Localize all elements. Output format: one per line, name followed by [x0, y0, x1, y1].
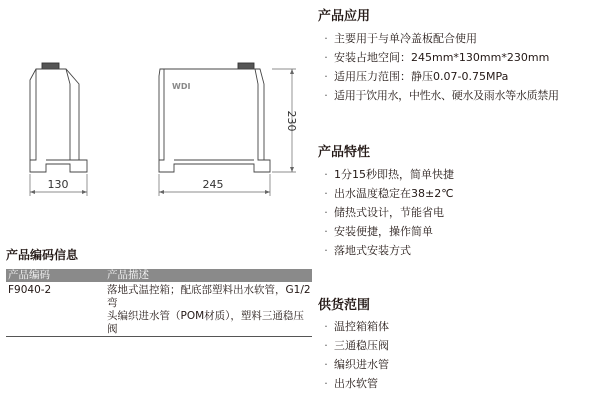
product-dimension-drawing [0, 0, 310, 215]
bullet-icon: · [324, 244, 328, 257]
application-section [318, 9, 559, 105]
product-description [107, 284, 312, 336]
list-item: · 出水软管 [318, 374, 389, 393]
bullet-icon: · [324, 51, 328, 64]
list-item: · 安装便捷，操作简单 [318, 222, 454, 241]
list-item: · 1分15秒即热，简单快捷 [318, 165, 454, 184]
dimension-side-width: 130 [47, 178, 69, 191]
bullet-icon: · [324, 377, 328, 390]
bullet-icon: · [324, 168, 328, 181]
bullet-icon: · [324, 225, 328, 238]
product-code-value: F9040-2 [8, 284, 52, 296]
list-item: · 三通稳压阀 [318, 336, 389, 355]
dimension-front-width: 245 [202, 178, 224, 191]
bullet-icon: · [324, 320, 328, 333]
product-code-table-header [6, 269, 312, 282]
front-view-drawing [159, 63, 270, 172]
header-description: 产品描述 [107, 269, 149, 281]
list-item: · 落地式安装方式 [318, 241, 454, 260]
application-title: 产品应用 [318, 9, 371, 24]
bullet-icon: · [324, 187, 328, 200]
dimension-height: 230 [285, 110, 298, 132]
product-code-section [6, 248, 312, 337]
list-item: · 储热式设计，节能省电 [318, 203, 454, 222]
list-item: · 安装占地空间：245mm*130mm*230mm [318, 48, 559, 67]
features-section [318, 145, 454, 260]
bullet-icon: · [324, 358, 328, 371]
description-line: 头编织进水管（POM材质），塑料三通稳压阀 [107, 310, 304, 335]
supply-title: 供货范围 [318, 298, 371, 313]
bullet-icon: · [324, 206, 328, 219]
brand-logo: WDI [172, 82, 191, 91]
description-line: 落地式温控箱；配底部塑料出水软管，G1/2弯 [107, 284, 311, 309]
list-item: · 主要用于与单冷盖板配合使用 [318, 29, 559, 48]
bullet-icon: · [324, 70, 328, 83]
list-item: · 出水温度稳定在38±2℃ [318, 184, 454, 203]
list-item: · 适用压力范围：静压0.07-0.75MPa [318, 67, 559, 86]
bullet-icon: · [324, 32, 328, 45]
list-item: · 温控箱箱体 [318, 317, 389, 336]
product-code-title: 产品编码信息 [6, 248, 79, 262]
bullet-icon: · [324, 339, 328, 352]
table-row [6, 282, 312, 337]
supply-section [318, 298, 389, 393]
list-item: · 编织进水管 [318, 355, 389, 374]
bullet-icon: · [324, 89, 328, 102]
header-code: 产品编码 [8, 269, 50, 281]
features-title: 产品特性 [318, 145, 371, 160]
side-view-drawing [30, 63, 87, 172]
list-item: · 适用于饮用水，中性水、硬水及雨水等水质禁用 [318, 86, 559, 105]
